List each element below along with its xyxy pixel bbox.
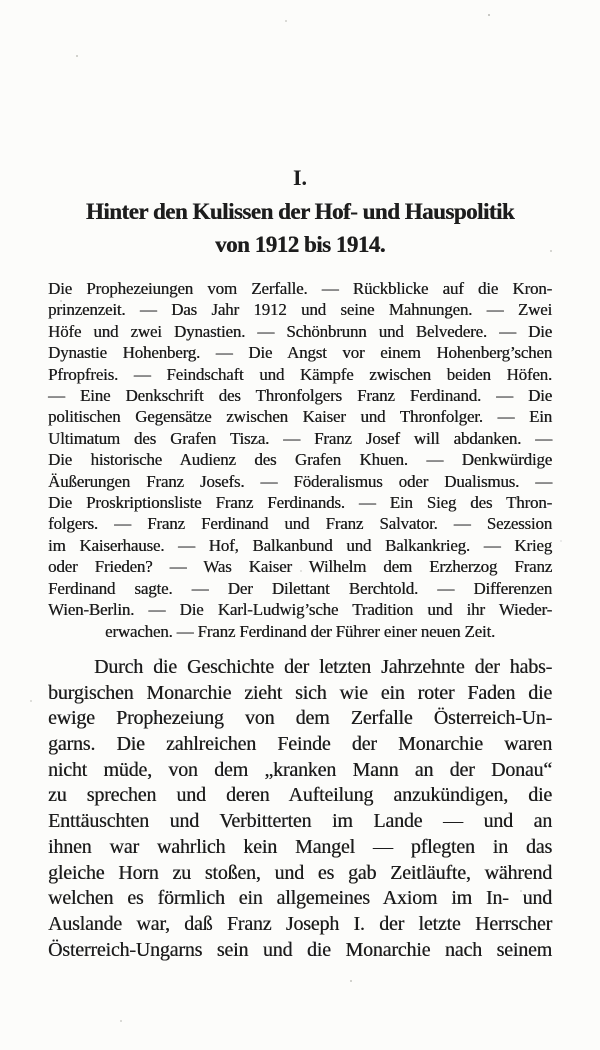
- summary-line: erwachen. — Franz Ferdinand der Führer einer neuen Zeit.: [104, 621, 496, 641]
- chapter-title-line: von 1912 bis 1914.: [215, 232, 385, 257]
- summary-line: Ferdinand sagte. — Der Dilettant Berchtold. — Differenzen: [48, 578, 552, 598]
- body-line: Durch die Geschichte der letzten Jahrzehnte der habs-: [94, 655, 552, 678]
- body-line: zu sprechen und deren Aufteilung anzukündigen, die: [48, 784, 552, 807]
- chapter-title-line: Hinter den Kulissen der Hof- und Hauspolitik: [85, 199, 515, 224]
- summary-line: Wien-Berlin. — Die Karl-Ludwig’sche Tradition und ihr Wieder-: [48, 600, 552, 620]
- body-line: garns. Die zahlreichen Feinde der Monarchie waren: [48, 733, 552, 756]
- chapter-title: [0, 195, 600, 261]
- summary-line: prinzenzeit. — Das Jahr 1912 und seine Mahnungen. — Zwei: [48, 300, 552, 320]
- body-line: welchen es förmlich ein allgemeines Axiom im In- und: [48, 887, 552, 910]
- summary-line: folgers. — Franz Ferdinand und Franz Salvator. — Sezession: [48, 514, 552, 534]
- summary-line: Äußerungen Franz Josefs. — Föderalismus oder Dualismus. —: [48, 471, 552, 491]
- body-line: ihnen war wahrlich kein Mangel — pflegten in das: [48, 835, 552, 858]
- chapter-summary: [48, 278, 552, 642]
- summary-line: Die Proskriptionsliste Franz Ferdinands. — Ein Sieg des Thron-: [48, 493, 552, 513]
- summary-line: Dynastie Hohenberg. — Die Angst vor einem Hohenberg’schen: [48, 343, 552, 363]
- summary-line: oder Frieden? — Was Kaiser Wilhelm dem Erzherzog Franz: [48, 557, 552, 577]
- chapter-number: I.: [292, 165, 308, 190]
- body-line: Österreich-Ungarns sein und die Monarchie nach seinem: [48, 938, 552, 961]
- summary-line: Die Prophezeiungen vom Zerfalle. — Rückblicke auf die Kron-: [48, 279, 552, 298]
- body-line: Auslande war, daß Franz Joseph I. der letzte Herrscher: [48, 912, 552, 935]
- summary-line: Ultimatum des Grafen Tisza. — Franz Josef will abdanken. —: [48, 428, 552, 448]
- summary-line: — Eine Denkschrift des Thronfolgers Franz Ferdinand. — Die: [48, 386, 552, 406]
- body-line: ewige Prophezeiung von dem Zerfalle Österreich-Un-: [48, 707, 552, 730]
- summary-line: Pfropfreis. — Feindschaft und Kämpfe zwischen beiden Höfen.: [48, 364, 552, 384]
- summary-line: im Kaiserhause. — Hof, Balkanbund und Balkankrieg. — Krieg: [48, 535, 552, 555]
- body-line: gleiche Horn zu stoßen, und es gab Zeitläufte, während: [48, 861, 552, 884]
- summary-line: Die historische Audienz des Grafen Khuen. — Denkwürdige: [48, 450, 552, 470]
- summary-line: politischen Gegensätze zwischen Kaiser und Thronfolger. — Ein: [48, 407, 552, 427]
- body-line: burgischen Monarchie zieht sich wie ein roter Faden die: [48, 681, 552, 704]
- body-line: nicht müde, von dem „kranken Mann an der Donau“: [48, 758, 552, 781]
- body-line: Enttäuschten und Verbitterten im Lande — und an: [48, 810, 552, 833]
- summary-line: Höfe und zwei Dynastien. — Schönbrunn und Belvedere. — Die: [48, 321, 552, 341]
- body-paragraph: [48, 655, 552, 963]
